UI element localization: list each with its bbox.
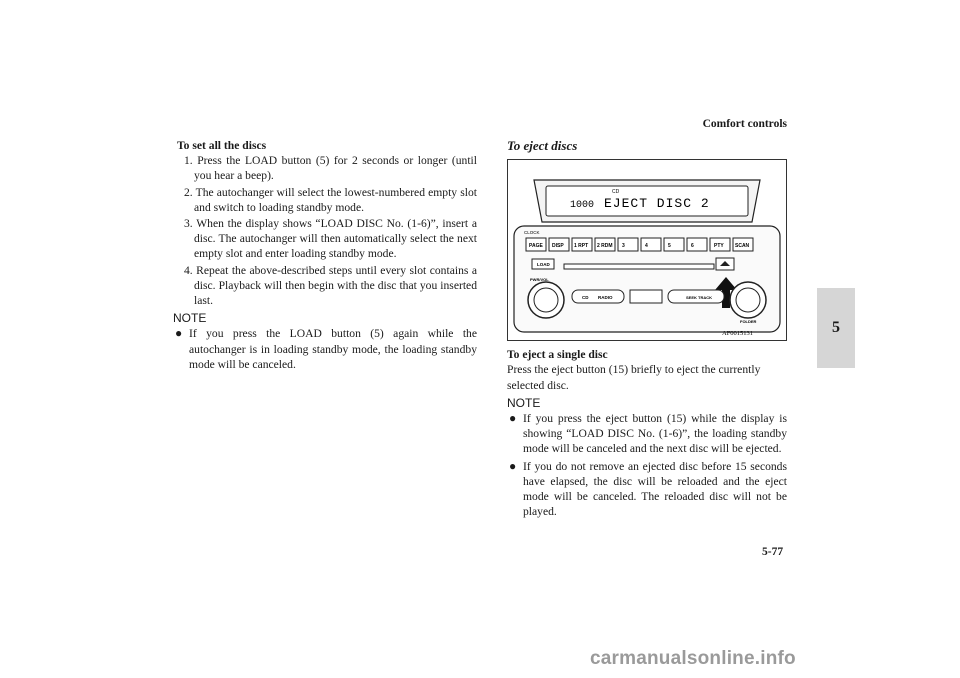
seek-track-label: SEEK TRACK [686, 295, 713, 301]
note-item [173, 326, 477, 372]
step-item: 2. The autochanger will select the lowest-numbered empty slot and switch to loading standby mode. [184, 185, 477, 214]
display-main-text: EJECT DISC 2 [604, 196, 710, 212]
note-item [507, 459, 787, 520]
preset-3-button: 3 [622, 243, 625, 250]
disp-button: DISP [552, 243, 564, 250]
figure-id: AF0015131 [722, 330, 754, 338]
bullet-icon: ● [175, 326, 183, 341]
paragraph: Press the eject button (15) briefly to eject the currently selected disc. [507, 363, 761, 392]
power-label: PWR/VOL [530, 277, 549, 283]
bullet-icon: ● [509, 411, 517, 426]
preset-2-button: 2 RDM [597, 243, 613, 250]
step-item: 4. Repeat the above-described steps until every slot contains a disc. Playback will then begin with the disc that you inserted last. [184, 263, 477, 308]
right-column [507, 138, 787, 521]
clock-label: CLOCK [524, 230, 540, 236]
preset-1-button: 1 RPT [574, 243, 589, 250]
section-title: To eject discs [507, 138, 578, 153]
preset-5-button: 5 [668, 243, 671, 250]
cd-button-label: CD [582, 295, 589, 301]
bullet-icon: ● [509, 458, 517, 473]
note-text: If you press the LOAD button (5) again while the autochanger is in loading standby mode, the loading standby mode will be canceled. [189, 327, 477, 371]
pty-button: PTY [714, 243, 724, 250]
note-text: If you do not remove an ejected disc before 15 seconds have elapsed, the disc will be reloaded and the eject mode will be canceled. The reloaded disc will not be played. [523, 459, 787, 519]
radio-panel-svg [508, 160, 786, 340]
scan-button: SCAN [735, 243, 750, 250]
preset-6-button: 6 [691, 243, 694, 250]
note-item [507, 411, 787, 457]
page-header: Comfort controls [702, 118, 787, 130]
chapter-tab: 5 [817, 288, 855, 368]
subheading: To eject a single disc [507, 348, 608, 362]
load-button-label: LOAD [537, 262, 550, 268]
note-title: NOTE [507, 395, 541, 410]
display-cd-text: CD [612, 189, 620, 196]
section-heading: To set all the discs [177, 139, 267, 152]
radio-button-label: RADIO [598, 295, 613, 301]
step-item: 3. When the display shows “LOAD DISC No. (1-6)”, insert a disc. The autochanger will then automatically select the next empty slot and enter loading standby mode. [184, 217, 477, 261]
note-text: If you press the eject button (15) while the display is showing “LOAD DISC No. (1-6)”, the loading standby mode will be canceled and the next disc will be ejected. [523, 412, 787, 456]
radio-illustration [507, 159, 787, 341]
page-button: PAGE [529, 243, 543, 250]
page-number: 5-77 [762, 546, 784, 558]
folder-label: FOLDER [740, 319, 757, 325]
watermark-link[interactable]: carmanualsonline.info [590, 648, 796, 669]
step-item: 1. Press the LOAD button (5) for 2 seconds or longer (until you hear a beep). [184, 154, 477, 183]
note-title: NOTE [173, 311, 207, 326]
left-column [173, 138, 477, 374]
preset-4-button: 4 [645, 243, 648, 250]
display-small-text: 1000 [570, 200, 595, 212]
